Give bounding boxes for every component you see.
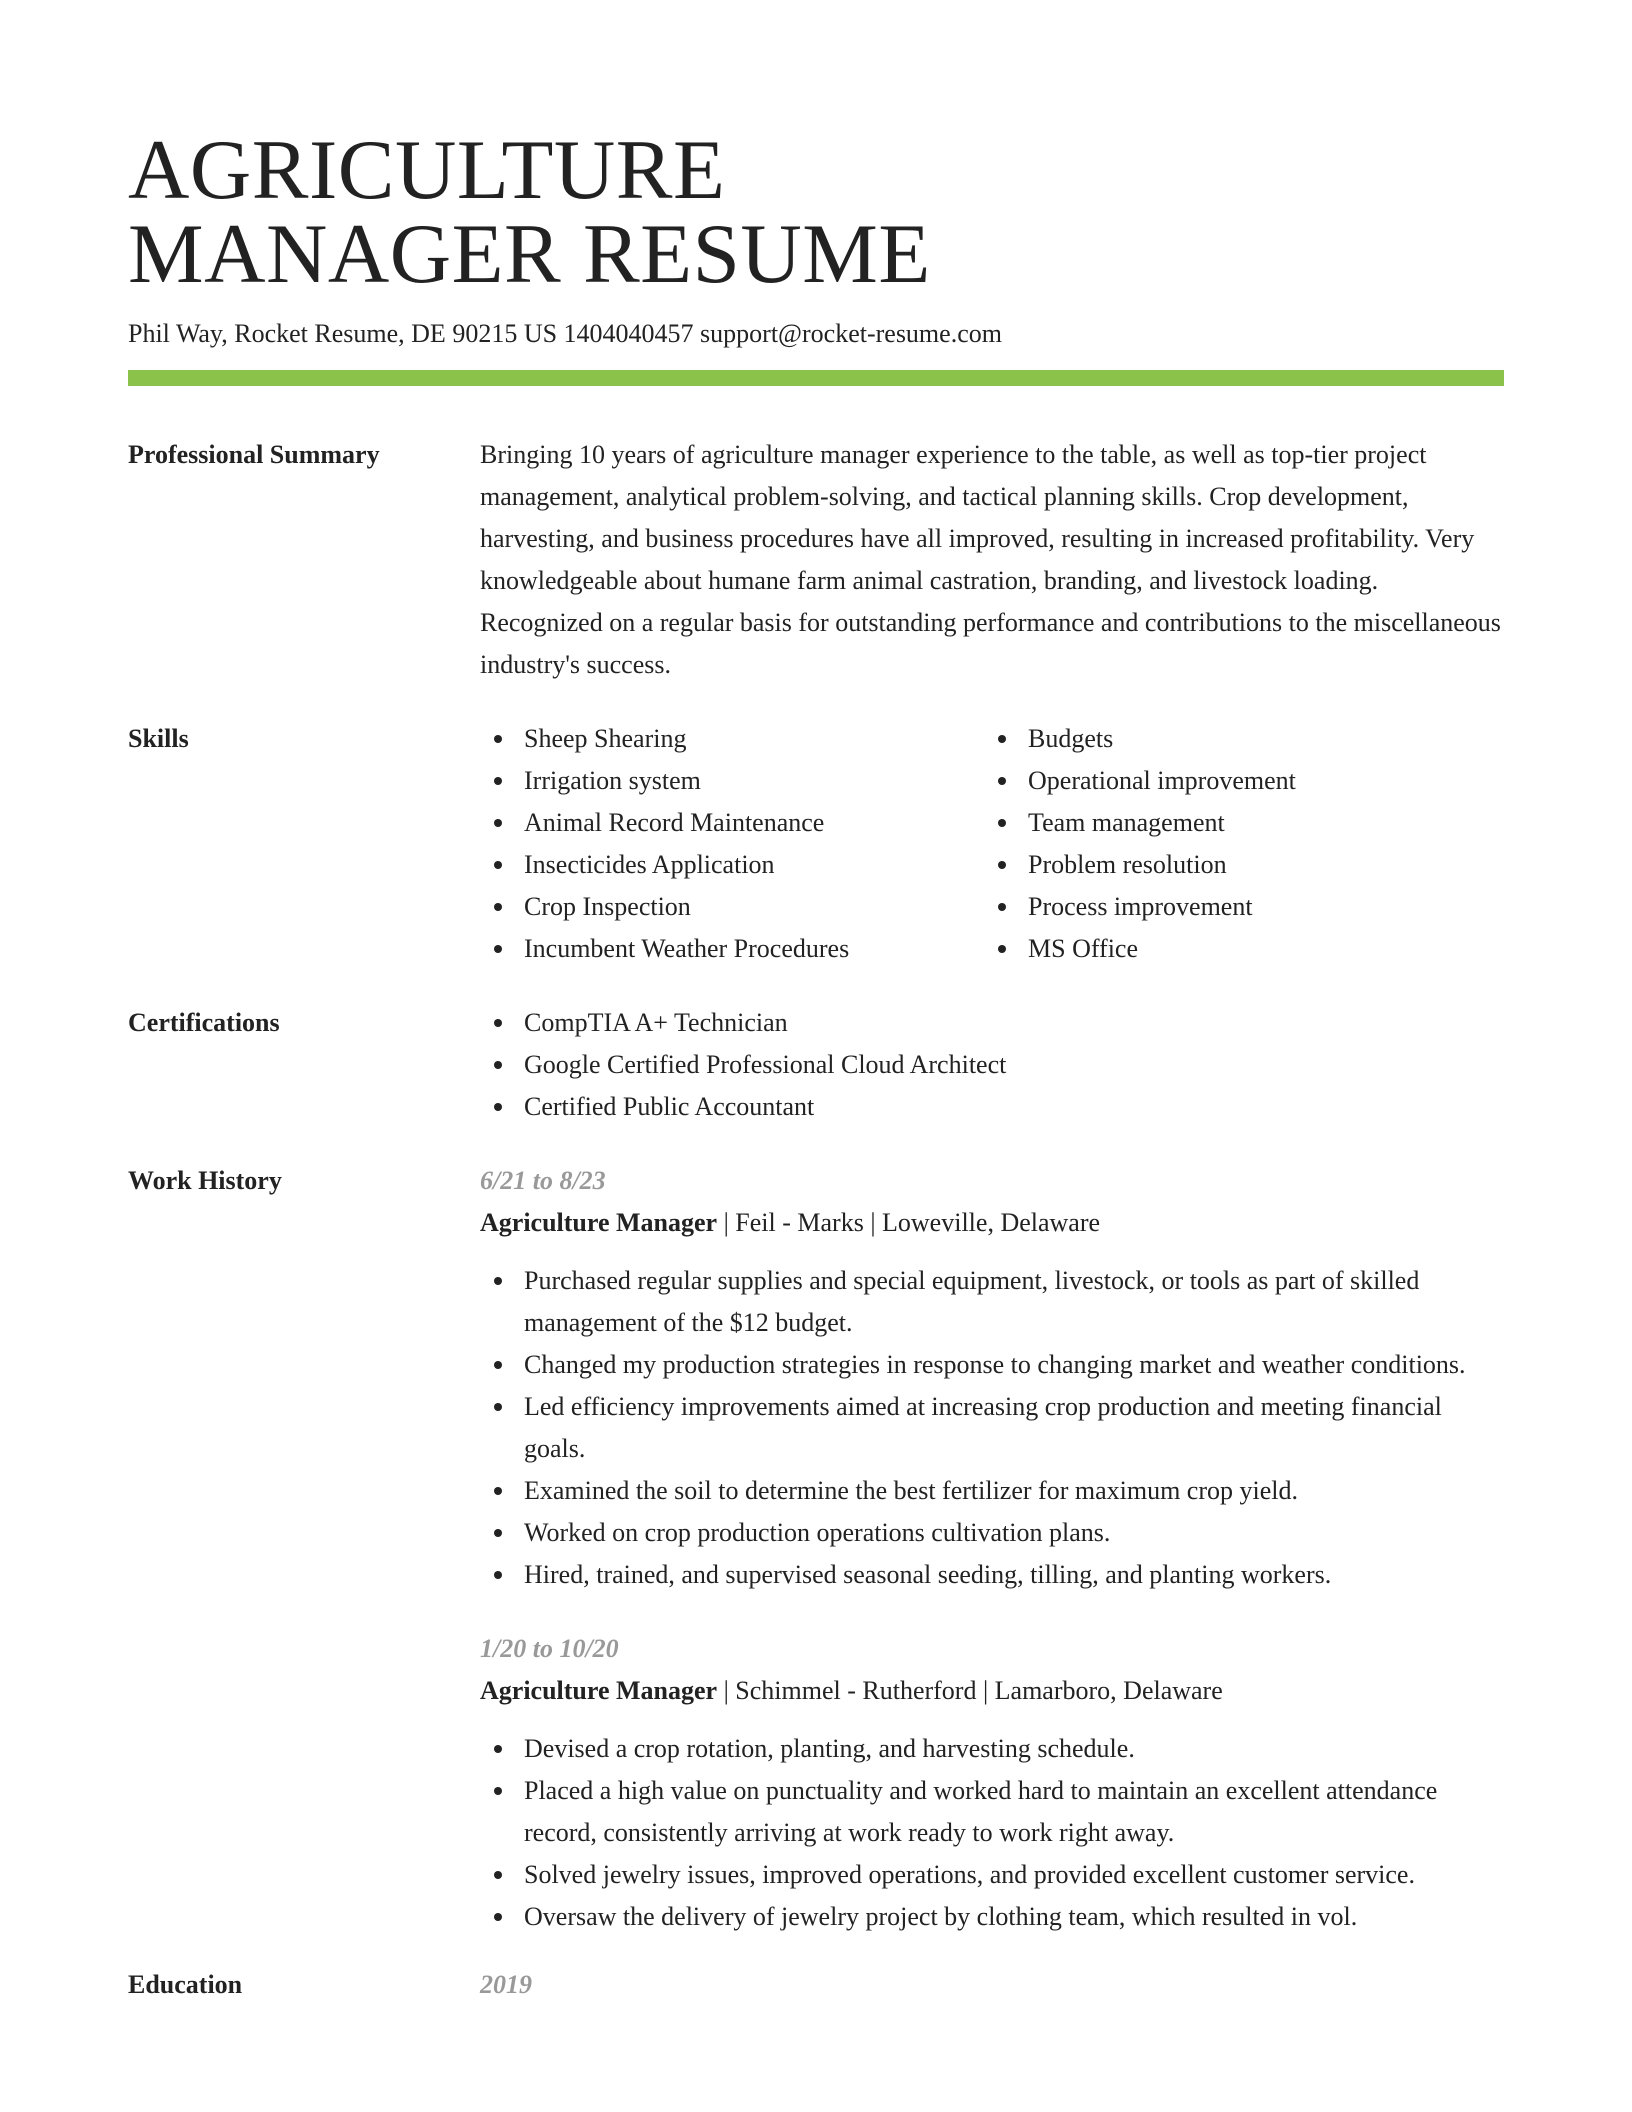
skills-column-1 — [480, 718, 984, 970]
skill-item: Operational improvement — [984, 760, 1488, 802]
skill-item: Incumbent Weather Procedures — [480, 928, 984, 970]
job-bullet: Worked on crop production operations cultivation plans. — [480, 1512, 1504, 1554]
job-bullet: Solved jewelry issues, improved operations, and provided excellent customer service. — [480, 1854, 1504, 1896]
certifications-body — [480, 1002, 1504, 1128]
job-title: Agriculture Manager — [480, 1208, 718, 1237]
section-certifications — [128, 1002, 1504, 1128]
job-date: 1/20 to 10/20 — [480, 1634, 619, 1663]
skills-column-2 — [984, 718, 1488, 970]
skill-item: Sheep Shearing — [480, 718, 984, 760]
resume-title — [128, 123, 1504, 301]
skill-item: MS Office — [984, 928, 1488, 970]
job-bullet: Purchased regular supplies and special equipment, livestock, or tools as part of skilled management of the $12 budget. — [480, 1260, 1504, 1344]
section-label: Certifications — [128, 1008, 280, 1037]
job-bullet: Placed a high value on punctuality and worked hard to maintain an excellent attendance record, consistently arriving at work ready to work right away. — [480, 1770, 1504, 1854]
section-label: Education — [128, 1970, 243, 1999]
job-company-location: | Schimmel - Rutherford | Lamarboro, Delaware — [717, 1676, 1223, 1705]
job-bullet: Led efficiency improvements aimed at increasing crop production and meeting financial goals. — [480, 1386, 1504, 1470]
skill-item: Budgets — [984, 718, 1488, 760]
skill-item: Problem resolution — [984, 844, 1488, 886]
job-entry — [480, 1628, 1504, 1938]
skill-item: Crop Inspection — [480, 886, 984, 928]
job-company-location: | Feil - Marks | Loweville, Delaware — [717, 1208, 1101, 1237]
contact-info: Phil Way, Rocket Resume, DE 90215 US 1404040457 support@rocket-resume.com — [128, 319, 1002, 348]
certification-item: Certified Public Accountant — [480, 1086, 1504, 1128]
job-bullets — [480, 1260, 1504, 1596]
skill-item: Team management — [984, 802, 1488, 844]
header-divider — [128, 370, 1504, 386]
job-heading — [480, 1670, 1504, 1712]
skill-item: Animal Record Maintenance — [480, 802, 984, 844]
summary-text: Bringing 10 years of agriculture manager experience to the table, as well as top-tier project management, analytical problem-solving, and tactical planning skills. Crop development, harvesting, and business procedures have all improved, resulting in increased profitability. Very knowledgeable about humane farm animal castration, branding, and livestock loading. Recognized on a regular basis for outstanding performance and contributions to the miscellaneous industry's success. — [480, 440, 1501, 679]
certification-item: CompTIA A+ Technician — [480, 1002, 1504, 1044]
section-work-history — [128, 1160, 1504, 1938]
section-education — [128, 1964, 1504, 2006]
education-date: 2019 — [480, 1970, 532, 1999]
education-body — [480, 1964, 1504, 2006]
job-bullet: Oversaw the delivery of jewelry project by clothing team, which resulted in vol. — [480, 1896, 1504, 1938]
section-label: Skills — [128, 724, 189, 753]
skill-item: Irrigation system — [480, 760, 984, 802]
job-entry — [480, 1160, 1504, 1596]
job-bullet: Devised a crop rotation, planting, and harvesting schedule. — [480, 1728, 1504, 1770]
section-professional-summary — [128, 434, 1504, 686]
job-bullet: Changed my production strategies in response to changing market and weather conditions. — [480, 1344, 1504, 1386]
section-label: Professional Summary — [128, 440, 380, 469]
work-history-body — [480, 1160, 1504, 1938]
job-bullet: Examined the soil to determine the best fertilizer for maximum crop yield. — [480, 1470, 1504, 1512]
job-title: Agriculture Manager — [480, 1676, 718, 1705]
section-skills — [128, 718, 1504, 970]
title-line-1: AGRICULTURE — [128, 123, 726, 217]
job-bullets — [480, 1728, 1504, 1938]
certification-item: Google Certified Professional Cloud Architect — [480, 1044, 1504, 1086]
job-bullet: Hired, trained, and supervised seasonal seeding, tilling, and planting workers. — [480, 1554, 1504, 1596]
skill-item: Process improvement — [984, 886, 1488, 928]
resume-page — [128, 123, 1504, 2006]
job-heading — [480, 1202, 1504, 1244]
skills-grid — [480, 718, 1504, 970]
section-label: Work History — [128, 1166, 282, 1195]
title-line-2: MANAGER RESUME — [128, 207, 931, 301]
certifications-list — [480, 1002, 1504, 1128]
job-date: 6/21 to 8/23 — [480, 1166, 606, 1195]
skill-item: Insecticides Application — [480, 844, 984, 886]
